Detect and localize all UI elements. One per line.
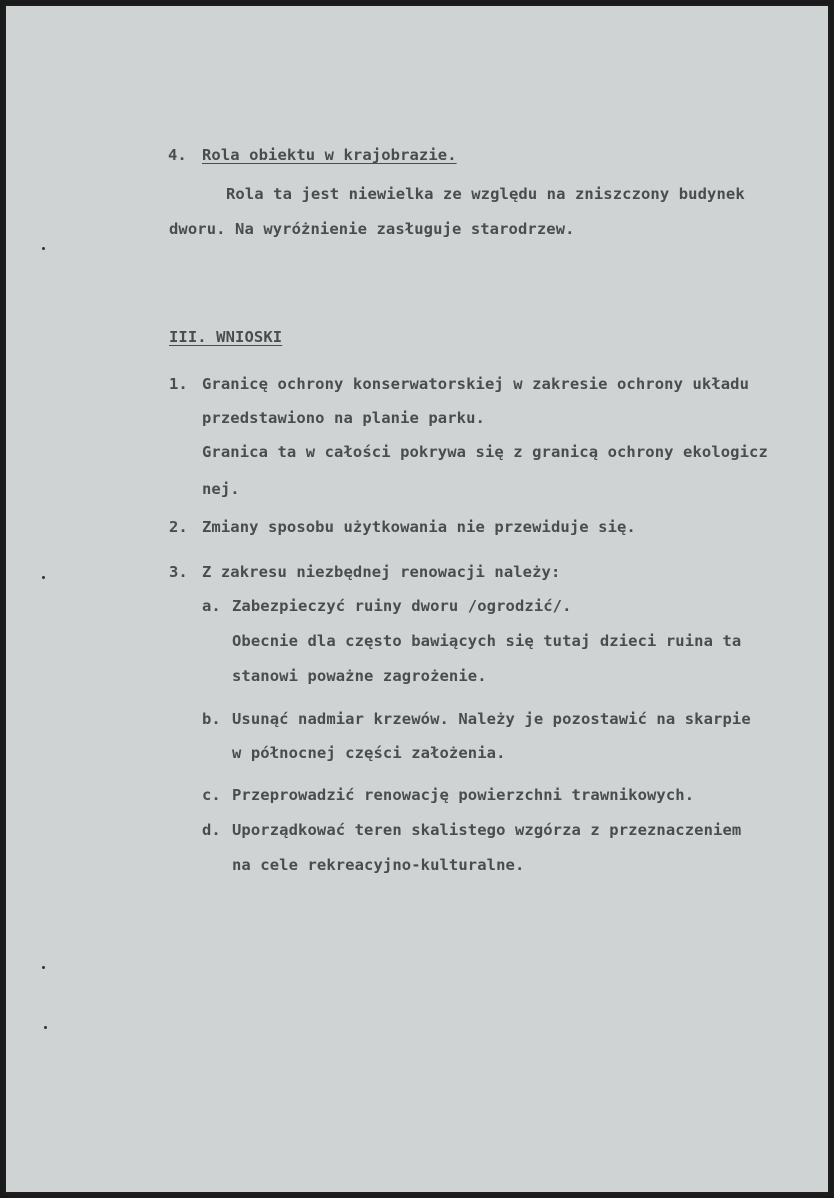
item2-number: 2. [169,518,188,536]
conclusions-heading: III. WNIOSKI [169,328,283,346]
subitem-c-line1: Przeprowadzić renowację powierzchni trawnikowych. [232,786,695,804]
subitem-a-line1: Zabezpieczyć ruiny dworu /ogrodzić/. [232,597,572,615]
item2-text: Zmiany sposobu użytkowania nie przewiduje się. [202,518,636,536]
margin-speck [42,576,45,579]
subitem-a-line3: stanowi poważne zagrożenie. [232,667,487,685]
subitem-c-label: c. [202,786,221,804]
section4-line1: Rola ta jest niewielka ze względu na zniszczony budynek [226,185,745,203]
item1-line1: Granicę ochrony konserwatorskiej w zakresie ochrony układu [202,375,750,393]
section4-line2: dworu. Na wyróżnienie zasługuje starodrzew. [169,220,575,238]
subitem-b-label: b. [202,710,221,728]
item1-line4: nej. [202,480,240,498]
subitem-a-line2: Obecnie dla często bawiących się tutaj dzieci ruina ta [232,632,742,650]
item3-text: Z zakresu niezbędnej renowacji należy: [202,563,561,581]
subitem-d-label: d. [202,821,221,839]
document-page [4,4,830,1194]
item1-line3: Granica ta w całości pokrywa się z granicą ochrony ekologicz [202,443,768,461]
subitem-b-line1: Usunąć nadmiar krzewów. Należy je pozostawić na skarpie [232,710,751,728]
margin-speck [42,966,45,969]
item1-line2: przedstawiono na planie parku. [202,409,485,427]
margin-speck [44,1026,47,1029]
section4-number: 4. [168,146,187,164]
section4-heading: Rola obiektu w krajobrazie. [202,146,457,164]
subitem-d-line2: na cele rekreacyjno-kulturalne. [232,856,525,874]
item1-number: 1. [169,375,188,393]
margin-speck [42,247,45,250]
item3-number: 3. [169,563,188,581]
subitem-b-line2: w północnej części założenia. [232,744,506,762]
subitem-d-line1: Uporządkować teren skalistego wzgórza z przeznaczeniem [232,821,742,839]
subitem-a-label: a. [202,597,221,615]
